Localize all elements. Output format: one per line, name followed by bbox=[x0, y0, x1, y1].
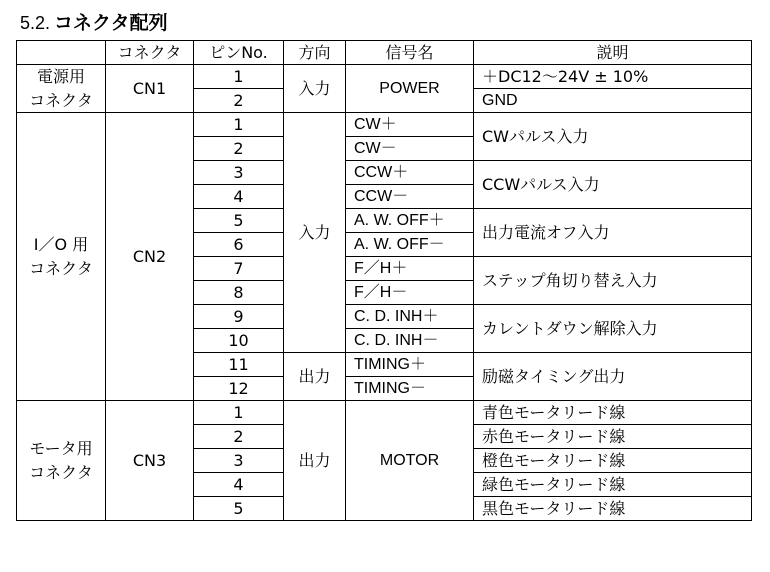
description-cell: 出力電流オフ入力 bbox=[474, 209, 752, 257]
pin-number: 3 bbox=[194, 161, 284, 185]
description-cell: 青色モータリード線 bbox=[474, 401, 752, 425]
description-cell: 緑色モータリード線 bbox=[474, 473, 752, 497]
pin-number: 2 bbox=[194, 425, 284, 449]
pin-number: 9 bbox=[194, 305, 284, 329]
signal-name: CW＋ bbox=[346, 113, 474, 137]
header-usage bbox=[17, 41, 106, 65]
signal-name: POWER bbox=[346, 65, 474, 113]
section-title: コネクタ配列 bbox=[54, 12, 168, 34]
signal-name: A. W. OFF＋ bbox=[346, 209, 474, 233]
pin-number: 5 bbox=[194, 497, 284, 521]
description-cell: カレントダウン解除入力 bbox=[474, 305, 752, 353]
direction-cell: 出力 bbox=[284, 401, 346, 521]
signal-name: C. D. INH＋ bbox=[346, 305, 474, 329]
signal-name: F／H＋ bbox=[346, 257, 474, 281]
table-row bbox=[17, 401, 752, 425]
description-cell: GND bbox=[474, 89, 752, 113]
connector-cn1: CN1 bbox=[106, 65, 194, 113]
pin-number: 1 bbox=[194, 401, 284, 425]
description-cell: 橙色モータリード線 bbox=[474, 449, 752, 473]
table-row bbox=[17, 113, 752, 137]
pin-number: 2 bbox=[194, 137, 284, 161]
signal-name: CCW＋ bbox=[346, 161, 474, 185]
pin-number: 11 bbox=[194, 353, 284, 377]
pin-number: 1 bbox=[194, 113, 284, 137]
pin-number: 12 bbox=[194, 377, 284, 401]
description-cell: ステップ角切り替え入力 bbox=[474, 257, 752, 305]
header-signal-name: 信号名 bbox=[346, 41, 474, 65]
pin-number: 3 bbox=[194, 449, 284, 473]
usage-io: I／O 用 コネクタ bbox=[17, 113, 106, 401]
direction-cell: 出力 bbox=[284, 353, 346, 401]
connector-cn3: CN3 bbox=[106, 401, 194, 521]
connector-pin-table bbox=[16, 40, 752, 521]
usage-power: 電源用 コネクタ bbox=[17, 65, 106, 113]
connector-cn2: CN2 bbox=[106, 113, 194, 401]
description-cell: ＋DC12～24V ± 10% bbox=[474, 65, 752, 89]
description-cell: 赤色モータリード線 bbox=[474, 425, 752, 449]
header-connector: コネクタ bbox=[106, 41, 194, 65]
signal-name: CCW－ bbox=[346, 185, 474, 209]
pin-number: 5 bbox=[194, 209, 284, 233]
signal-name: C. D. INH－ bbox=[346, 329, 474, 353]
table-row bbox=[17, 65, 752, 89]
signal-name: MOTOR bbox=[346, 401, 474, 521]
signal-name: TIMING－ bbox=[346, 377, 474, 401]
pin-number: 4 bbox=[194, 185, 284, 209]
pin-number: 7 bbox=[194, 257, 284, 281]
description-cell: CWパルス入力 bbox=[474, 113, 752, 161]
signal-name: A. W. OFF－ bbox=[346, 233, 474, 257]
header-description: 説明 bbox=[474, 41, 752, 65]
pin-number: 4 bbox=[194, 473, 284, 497]
signal-name: CW－ bbox=[346, 137, 474, 161]
description-cell: CCWパルス入力 bbox=[474, 161, 752, 209]
section-heading bbox=[20, 8, 168, 35]
description-cell: 励磁タイミング出力 bbox=[474, 353, 752, 401]
usage-motor: モータ用 コネクタ bbox=[17, 401, 106, 521]
section-number: 5.2. bbox=[20, 13, 51, 33]
header-pin-no: ピンNo. bbox=[194, 41, 284, 65]
pin-number: 8 bbox=[194, 281, 284, 305]
signal-name: TIMING＋ bbox=[346, 353, 474, 377]
pin-number: 10 bbox=[194, 329, 284, 353]
direction-cell: 入力 bbox=[284, 65, 346, 113]
pin-number: 2 bbox=[194, 89, 284, 113]
table-header-row bbox=[17, 41, 752, 65]
signal-name: F／H－ bbox=[346, 281, 474, 305]
header-direction: 方向 bbox=[284, 41, 346, 65]
description-cell: 黒色モータリード線 bbox=[474, 497, 752, 521]
direction-cell: 入力 bbox=[284, 113, 346, 353]
pin-number: 1 bbox=[194, 65, 284, 89]
pin-number: 6 bbox=[194, 233, 284, 257]
